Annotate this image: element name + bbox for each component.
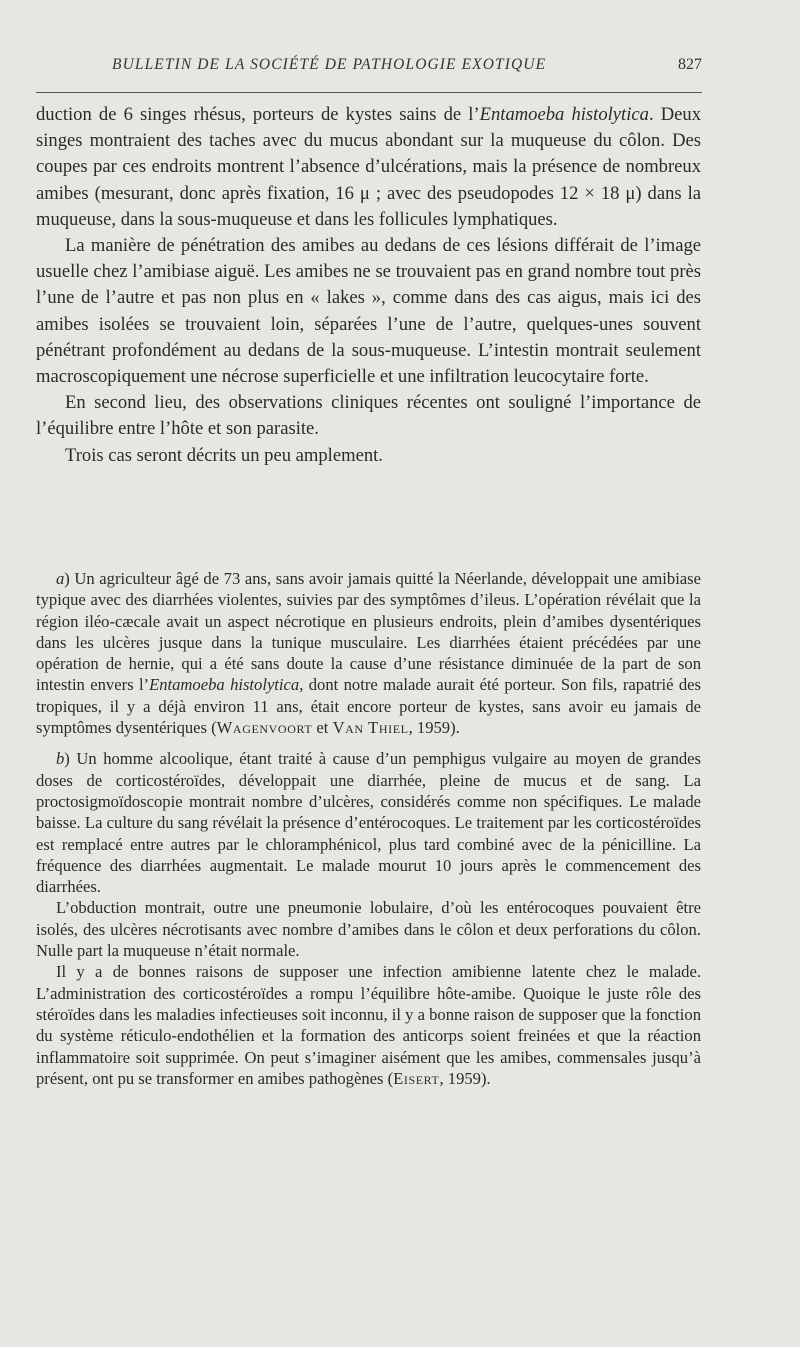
text-run: Il y a de bonnes raisons de supposer une infection amibienne latente chez le malade. L’administration des corticostéroïdes a rompu l’équilibre hôte-amibe. Quoique le juste rôle des stéroïdes dans les maladies infectieuses soit inconnu, il y a bonne raison de supposer que la fonction du système réticulo-endothélien et la formation des anticorps soient freinées et que la réaction inflammatoire soit supprimée. On peut s’imaginer aisément que les amibes, commensales jusqu’à présent, ont pu se transformer en amibes pathogènes ( [36,962,701,1088]
text-run: . Deux singes montraient des taches avec du mucus abondant sur la muqueuse du côlon. Des coupes par ces endroits montrent l’absence d’ulcérations, mais la présence de nombreux amibes (mesurant, donc après fixation, 16 μ ; avec des pseudopodes 12 × 18 μ) dans la muqueuse, dans la sous-muqueuse et dans les follicules lymphatiques. [36,104,701,230]
text-run: ) Un agriculteur âgé de 73 ans, sans avoir jamais quitté la Néerlande, développait une amibiase typique avec des diarrhées violentes, suivies par des symptômes d’ileus. L’opération révélait que la région iléo-cæcale avait un aspect nécrotique en plusieurs endroits, plein d’amibes dysentériques dans les ulcères jusque dans la tunique musculaire. Les diarrhées étaient précédées par une opération de hernie, qui a été sans doute la cause d’une résistance diminuée de la part de son intestin envers l’ [36,569,701,695]
case-descriptions [36,568,701,1089]
text-run: , 1959). [439,1068,491,1088]
text-run: En second lieu, des observations cliniques récentes ont souligné l’importance de l’équilibre entre l’hôte et son parasite. [36,392,701,440]
header-rule [36,92,702,93]
case-b-obduction [36,897,701,961]
italic-text: b [56,749,65,769]
page-number: 827 [678,56,702,73]
text-run: L’obduction montrait, outre une pneumonie lobulaire, d’où les entérocoques pouvaient être isolés, des ulcères nécrotisants avec nombre d’amibes dans le côlon et deux perforations du côlon. Nulle part la muqueuse n’était normale. [36,898,701,961]
text-run: ) Un homme alcoolique, étant traité à cause d’un pemphigus vulgaire au moyen de grandes doses de corticostéroïdes, développait une diarrhée, pleine de mucus et de sang. La proctosigmoïdoscopie montrait nombre d’ulcères, considérés comme non spécifiques. Le malade baisse. La culture du sang révélait la présence d’entérocoques. Le traitement par les corticostéroïdes est remplacé entre autres par le chloramphénicol, plus tard combiné avec de la pénicilline. La fréquence des diarrhées augmentait. Le malade mourut 10 jours après le commencement des diarrhées. [36,749,701,897]
italic-text: Entamoeba histolytica [479,104,649,125]
author-name: Wagenvoort [216,718,313,738]
author-name: Van Thiel [332,718,409,738]
paragraph [36,233,701,390]
case-a [36,568,701,738]
paragraph [36,390,701,442]
text-run: et [312,718,333,738]
text-run: duction de 6 singes rhésus, porteurs de kystes sains de l’ [36,104,480,125]
paragraph [36,443,701,469]
text-run: Trois cas seront décrits un peu amplement. [65,444,383,466]
running-title: BULLETIN DE LA SOCIÉTÉ DE PATHOLOGIE EXOTIQUE [112,56,547,73]
main-text [36,102,701,469]
author-name: Eisert [393,1068,440,1088]
paragraph [36,102,701,233]
text-run: , 1959). [408,718,460,738]
case-b [36,748,701,897]
italic-text: Entamoeba histolytica [149,675,300,695]
case-b-discussion [36,961,701,1089]
text-run: La manière de pénétration des amibes au dedans de ces lésions différait de l’image usuelle chez l’amibiase aiguë. Les amibes ne se trouvaient pas en grand nombre tout près l’une de l’autre et pas non plus en « lakes », comme dans des cas aigus, mais ici des amibes isolées se trouvaient loin, séparées l’une de l’autre, quelques-unes souvent pénétrant profondément au dedans de la sous-muqueuse. L’intestin montrait seulement macroscopiquement une nécrose superficielle et une infiltration leucocytaire forte. [36,235,701,388]
text-run: , dont notre malade aurait été porteur. Son fils, rapatrié des tropiques, il y a déjà environ 11 ans, était encore porteur de kystes, sans avoir eu jamais de symptômes dysentériques ( [36,675,701,738]
italic-text: a [56,569,65,588]
running-header [34,56,702,82]
